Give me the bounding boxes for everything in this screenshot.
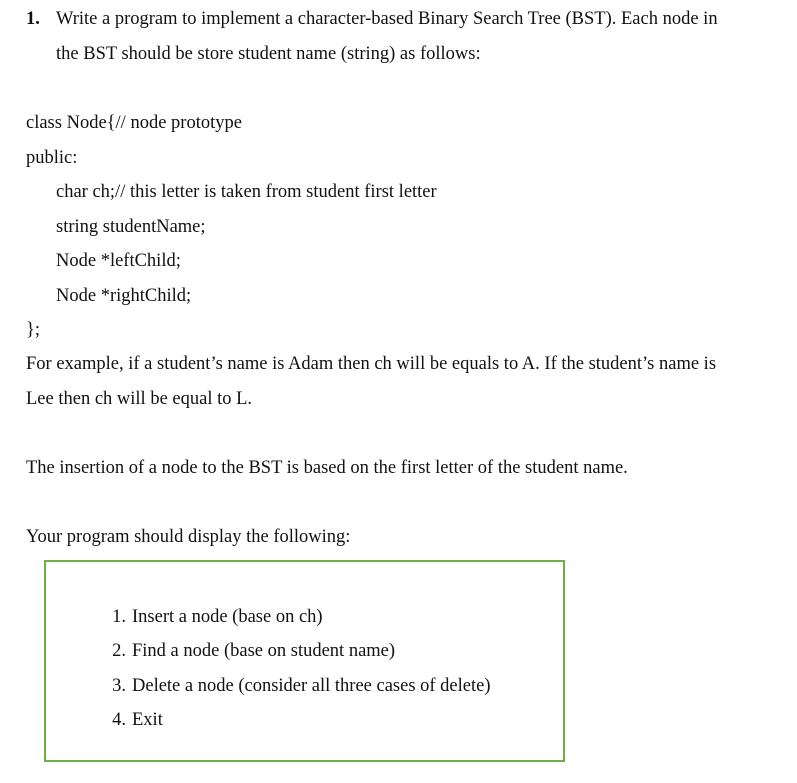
menu-item-number: 4. xyxy=(112,710,126,730)
access-specifier: public: xyxy=(26,148,78,168)
menu-item-label: Delete a node (consider all three cases of delete) xyxy=(132,676,491,696)
question-text-line-2: the BST should be store student name (string) as follows: xyxy=(56,44,481,64)
example-line-1: For example, if a student’s name is Adam then ch will be equals to A. If the student’s name is xyxy=(26,354,717,374)
question-number: 1. xyxy=(26,9,40,29)
menu-item-number: 3. xyxy=(112,676,126,696)
class-declaration: class Node{// node prototype xyxy=(26,113,242,133)
menu-box xyxy=(44,560,565,762)
example-line-2: Lee then ch will be equal to L. xyxy=(26,389,253,409)
insertion-paragraph: The insertion of a node to the BST is based on the first letter of the student name. xyxy=(26,458,628,478)
menu-item-number: 2. xyxy=(112,641,126,661)
question-text-line-1: Write a program to implement a character-based Binary Search Tree (BST). Each node in xyxy=(56,9,718,29)
menu-item-insert xyxy=(96,608,323,627)
member-right-child: Node *rightChild; xyxy=(56,286,192,306)
member-left-child: Node *leftChild; xyxy=(56,251,181,271)
menu-item-label: Exit xyxy=(132,710,163,730)
menu-item-label: Find a node (base on student name) xyxy=(132,641,396,661)
menu-item-find xyxy=(96,642,395,661)
menu-item-delete xyxy=(96,677,491,696)
member-student-name: string studentName; xyxy=(56,217,206,237)
menu-item-exit xyxy=(96,711,163,730)
member-ch: char ch;// this letter is taken from student first letter xyxy=(56,182,437,202)
class-close: }; xyxy=(26,320,41,340)
menu-item-number: 1. xyxy=(112,607,126,627)
menu-item-label: Insert a node (base on ch) xyxy=(132,607,323,627)
display-intro: Your program should display the following: xyxy=(26,527,351,547)
